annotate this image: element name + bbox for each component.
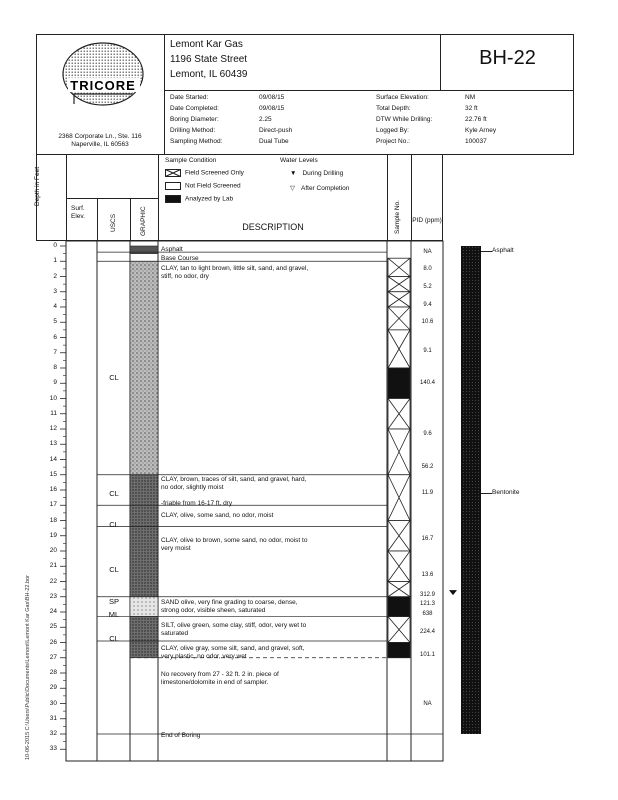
total-depth-label: Total Depth: [376, 105, 411, 112]
depth-label: 21 [49, 562, 57, 570]
depth-label: 16 [49, 486, 57, 493]
col-elev: Surf. Elev. [71, 205, 85, 220]
logged-by-value: Kyle Arney [465, 127, 497, 134]
pid-value: 16.7 [421, 535, 434, 542]
uscs-code: SP [108, 597, 119, 607]
pid-value: 121.3 [419, 601, 435, 608]
layer-description [161, 265, 308, 281]
col-uscs: USCS [110, 213, 117, 232]
boring-diameter-value: 2.25 [259, 116, 272, 123]
drilling-method-value: Direct-push [259, 127, 293, 134]
uscs-code: ML [108, 609, 120, 619]
description-line: -friable from 16-17 ft, dry [161, 500, 233, 508]
pid-value: 9.4 [423, 302, 432, 309]
water-during-icon: ▼ [290, 170, 297, 177]
well-bentonite-column [461, 246, 481, 734]
sample-interval [388, 368, 410, 399]
surface-elevation-label: Surface Elevation: [376, 94, 429, 101]
site-city: Lemont, IL 60439 [170, 69, 248, 80]
pid-value: 312.9 [419, 592, 435, 599]
date-started-label: Date Started: [170, 94, 209, 101]
depth-label: 28 [49, 669, 57, 676]
sample-interval [388, 643, 410, 658]
depth-label: 23 [49, 592, 57, 600]
layer-description [161, 732, 200, 740]
pid-value: 10.6 [421, 319, 434, 326]
layer-description [161, 537, 307, 553]
graphic-sand [130, 597, 158, 617]
uscs-code: CL [109, 519, 119, 529]
depth-label: 5 [53, 318, 57, 326]
depth-label: 12 [49, 425, 57, 432]
graphic-clay-lower [130, 475, 158, 597]
depth-label: 0 [53, 242, 57, 249]
description-line: CLAY, olive to brown, some sand, no odor, moist to [161, 536, 308, 544]
uscs-code: CL [109, 489, 119, 499]
depth-label: 22 [49, 577, 57, 585]
pid-value: NA [423, 249, 432, 256]
company-address-2: Naperville, IL 60563 [71, 141, 129, 148]
well-asphalt-label: Asphalt [492, 246, 514, 254]
surface-elevation-value: NM [465, 94, 476, 101]
description-line: CLAY, brown, traces of silt, sand, and gravel, hard, [161, 475, 307, 483]
graphic-clay-upper [130, 261, 158, 475]
pid-value: 5.2 [423, 284, 432, 291]
legend-sample-title: Sample Condition [165, 157, 217, 164]
description-line: SILT, olive green, some clay, stiff, odor, very wet to [161, 622, 307, 630]
depth-label: 29 [49, 684, 57, 692]
logo-text: TRICORE [70, 78, 136, 93]
col-pid: PID (ppm) [412, 217, 442, 224]
pid-value: 9.1 [423, 348, 432, 355]
col-sample: Sample No. [394, 200, 401, 234]
pid-value: 101.1 [419, 651, 435, 658]
project-no-value: 100037 [465, 138, 487, 145]
depth-label: 27 [49, 653, 57, 661]
depth-label: 1 [53, 257, 57, 265]
description-line: Asphalt [161, 245, 183, 253]
water-level-icon [449, 590, 457, 595]
legend-lab-label: Analyzed by Lab [185, 195, 234, 203]
description-line: saturated [161, 630, 189, 638]
sampling-method-value: Dual Tube [259, 138, 289, 145]
dtw-value: 22.76 ft [465, 116, 487, 123]
depth-label: 14 [49, 455, 57, 463]
pid-value: 638 [422, 610, 433, 617]
depth-label: 2 [53, 272, 57, 280]
depth-label: 26 [49, 638, 57, 646]
description-line: stiff, no odor, dry [161, 273, 209, 281]
depth-label: 32 [49, 730, 57, 737]
description-line: Base Course [161, 255, 199, 263]
legend-water-after-label: After Completion [301, 185, 350, 192]
sample-interval [388, 597, 410, 617]
depth-label: 24 [49, 608, 57, 615]
depth-label: 33 [49, 745, 57, 753]
legend-not-screened-label: Not Field Screened [185, 182, 241, 190]
boring-id: BH-22 [479, 47, 536, 69]
description-line: strong odor, visible sheen, saturated [161, 607, 266, 615]
pid-value: 56.2 [421, 464, 434, 471]
depth-label: 30 [49, 699, 57, 707]
layer-description [161, 512, 274, 520]
depth-label: 19 [49, 531, 57, 539]
description-line: No recovery from 27 - 32 ft. 2 in. piece of [161, 671, 279, 678]
depth-label: 10 [49, 394, 57, 402]
description-line: CLAY, olive gray, some silt, sand, and gravel, soft, [161, 645, 305, 653]
description-line: no odor, slightly moist [161, 483, 224, 491]
asphalt-leader [481, 251, 492, 252]
sampling-method-label: Sampling Method: [170, 138, 223, 145]
depth-label: 31 [49, 714, 57, 722]
pid-value: 224.4 [419, 628, 435, 635]
pid-value: 13.6 [421, 572, 434, 579]
depth-label: 17 [49, 501, 57, 509]
layer-description [161, 476, 306, 492]
layer-description [161, 246, 183, 254]
description-line: CLAY, tan to light brown, little silt, sand, and gravel, [161, 265, 309, 273]
depth-label: 18 [49, 516, 57, 524]
depth-label: 4 [53, 303, 57, 310]
description-line: SAND olive, very fine grading to coarse, dense, [161, 599, 298, 607]
site-name: Lemont Kar Gas [170, 39, 243, 50]
description-line: End of Boring [161, 732, 201, 739]
date-started-value: 09/08/15 [259, 94, 285, 101]
description-line: CLAY, olive, some sand, no odor, moist [161, 512, 274, 520]
logged-by-label: Logged By: [376, 127, 409, 134]
bentonite-leader [481, 493, 492, 494]
dtw-label: DTW While Drilling: [376, 116, 433, 123]
pid-value: 140.4 [419, 380, 435, 387]
depth-label: 7 [53, 348, 57, 356]
depth-label: 8 [53, 364, 57, 371]
water-level-marker [449, 590, 457, 595]
date-completed-label: Date Completed: [170, 105, 219, 112]
legend-water-title: Water Levels [280, 157, 318, 164]
uscs-code: CL [109, 633, 119, 643]
depth-label: 13 [49, 440, 57, 448]
depth-label: 20 [49, 547, 57, 554]
pid-value: NA [423, 700, 432, 707]
layer-description [161, 671, 279, 687]
layer-description [161, 622, 306, 638]
col-description: DESCRIPTION [242, 222, 304, 232]
graphic-clay-bottom [130, 617, 158, 658]
uscs-code: CL [109, 565, 119, 575]
depth-label: 15 [49, 470, 57, 478]
well-bentonite-label: Bentonite [492, 489, 520, 497]
layer-description [161, 599, 298, 615]
project-no-label: Project No.: [376, 138, 410, 145]
legend-screened-label: Field Screened Only [185, 169, 244, 177]
depth-label: 6 [53, 333, 57, 341]
site-street: 1196 State Street [170, 54, 248, 65]
file-path: 10-06-2015 C:\Users\Public\Documents\Lemont\Lemont Kar Gas\BH-22.bor [25, 575, 31, 760]
col-graphic: GRAPHIC [140, 206, 147, 236]
description-line: limestone/dolomite in end of sampler. [161, 679, 269, 686]
description-line: very moist [161, 544, 191, 552]
depth-label: 11 [50, 409, 57, 417]
depth-ticks [60, 246, 66, 749]
col-depth: Depth in Feet [34, 166, 41, 206]
pid-value: 8.0 [423, 265, 432, 272]
water-after-icon: ▽ [290, 185, 295, 192]
depth-label: 9 [53, 379, 57, 387]
company-address-1: 2368 Corporate Ln., Ste. 116 [58, 133, 142, 140]
depth-label: 3 [53, 287, 57, 295]
description-line: very plastic, no odor, very wet [161, 653, 247, 661]
depth-label: 25 [49, 623, 57, 631]
uscs-code: CL [109, 373, 119, 383]
sample-intervals [388, 258, 410, 658]
date-completed-value: 09/08/15 [259, 105, 285, 112]
legend-water-during-label: During Drilling [302, 170, 344, 177]
layer-description [161, 255, 199, 263]
graphic-asphalt [130, 246, 158, 254]
total-depth-value: 32 ft [465, 105, 478, 112]
layer-description [161, 500, 232, 508]
layer-description [161, 645, 304, 661]
pid-value: 9.6 [423, 430, 432, 437]
pid-value: 11.9 [421, 490, 434, 497]
boring-diameter-label: Boring Diameter: [170, 116, 219, 123]
drilling-method-label: Drilling Method: [170, 127, 216, 134]
